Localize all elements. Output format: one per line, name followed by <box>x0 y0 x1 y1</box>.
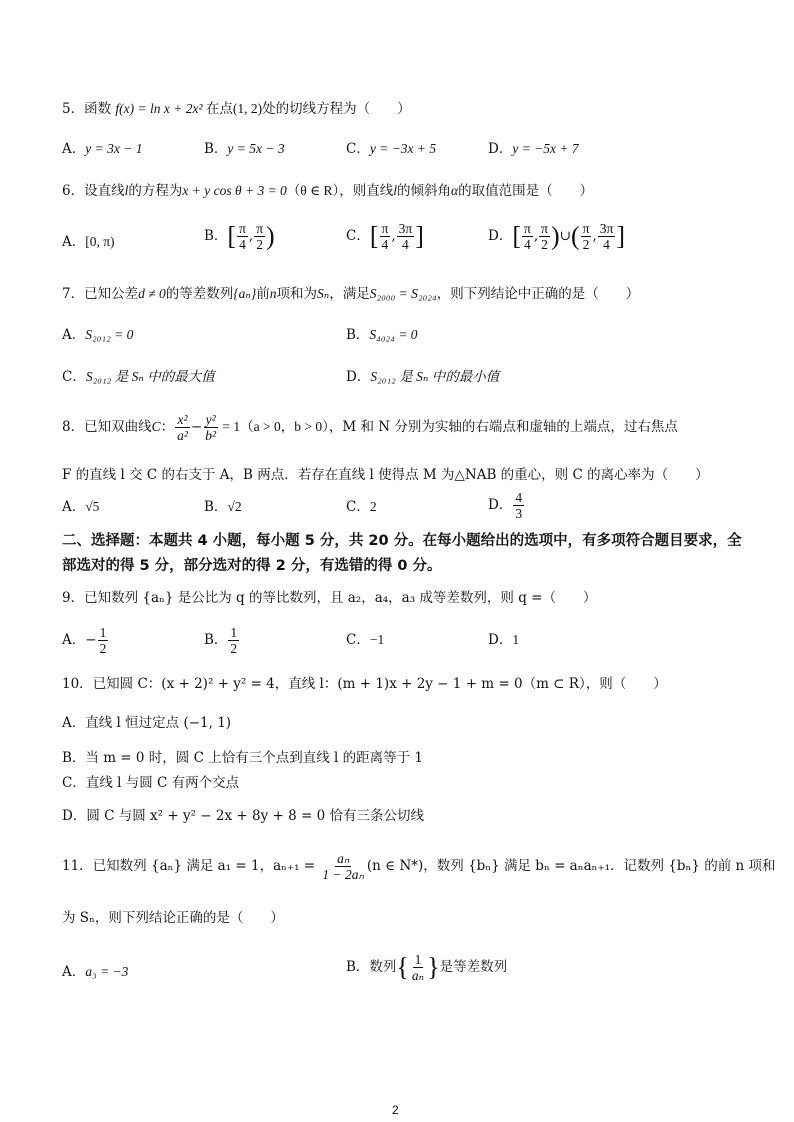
q7-option-b: B．S₄₀₂₄ = 0 <box>346 327 418 343</box>
q6-option-a: A．[0, π) <box>62 234 115 250</box>
q6-option-b: B．[ $\frac{\pi}{4}$ , $\frac{\pi}{2}$ ) <box>204 221 275 252</box>
q7-option-a: A．S₂₀₁₂ = 0 <box>62 327 134 343</box>
q5-option-c: C．y = −3x + 5 <box>346 141 437 157</box>
q7-stem: 7．已知公差d ≠ 0的等差数列{aₙ}前n项和为Sₙ，满足S₂₀₀₀ = S₂₀₂₄，则下列结论中正确的是（ ） <box>62 286 640 302</box>
q8-stem: 8．已知双曲线C： $\frac{\text{x²}}{\text{a²}}$ − $\frac{\text{y²}}{\text{b²}}$ = 1（a > 0，b > 0），M 和 N 分别为实轴的右端点和虚轴的上端点，过右焦点 <box>62 412 678 443</box>
q6-option-d: D．[ $\frac{\pi}{4}$ , $\frac{\pi}{2}$ )∪( $\frac{\pi}{2}$ , $\frac{3\pi}{4}$ ] <box>488 221 625 252</box>
q8-option-a: A．√5 <box>62 499 100 515</box>
q7-option-d: D．S₂₀₁₂ 是 Sₙ 中的最小值 <box>346 369 500 385</box>
q9-option-d: D．1 <box>488 632 520 648</box>
page-number: 2 <box>392 1103 399 1117</box>
q10-option-b: B．当 m = 0 时，圆 C 上恰有三个点到直线 l 的距离等于 1 <box>62 750 423 766</box>
q11-option-b: B．数列{ $\frac{1}{\text{aₙ}}$ }是等差数列 <box>346 952 508 983</box>
q8-option-c: C．2 <box>346 499 377 515</box>
q8-stem-line2: F 的直线 l 交 C 的右支于 A，B 两点．若存在直线 l 使得点 M 为△NAB 的重心，则 C 的离心率为（ ） <box>62 467 709 483</box>
q5-stem: 5．函数 f(x) = ln x + 2x² 在点(1, 2)处的切线方程为（ ） <box>62 101 411 117</box>
q11-option-a: A．a₃ = −3 <box>62 964 129 980</box>
q10-option-c: C．直线 l 与圆 C 有两个交点 <box>62 775 240 791</box>
q6-option-c: C．[ $\frac{\pi}{4}$ , $\frac{3\pi}{4}$ ] <box>346 221 424 252</box>
q6-stem: 6．设直线l的方程为x + y cos θ + 3 = 0（θ ∈ R），则直线l的倾斜角α的取值范围是（ ） <box>62 183 594 199</box>
q11-stem-line2: 为 Sₙ，则下列结论正确的是（ ） <box>62 910 284 926</box>
q5-option-a: A．y = 3x − 1 <box>62 141 143 157</box>
q5-option-b: B．y = 5x − 3 <box>204 141 285 157</box>
q10-stem: 10．已知圆 C：(x + 2)² + y² = 4，直线 l：(m + 1)x + 2y − 1 + m = 0（m ⊂ R），则（ ） <box>62 676 667 692</box>
q8-option-b: B．√2 <box>204 499 242 515</box>
q9-option-a: A．− $\frac{1}{2}$ <box>62 625 107 656</box>
q8-option-d: D． $\frac{4}{3}$ <box>488 490 523 521</box>
q10-option-a: A．直线 l 恒过定点 (−1, 1) <box>62 715 232 731</box>
q9-option-c: C．−1 <box>346 632 385 648</box>
q10-option-d: D．圆 C 与圆 x² + y² − 2x + 8y + 8 = 0 恰有三条公切线 <box>62 808 424 824</box>
q11-stem: 11．已知数列 {aₙ} 满足 a₁ = 1，aₙ₊₁ = $\frac{\text{aₙ}}{\text{1 − 2aₙ}}$ (n ∈ N*)，数列 {bₙ} 满足 bₙ = aₙaₙ₊₁．记数列 {bₙ} 的前 n 项和 <box>62 851 776 882</box>
q7-option-c: C．S₂₀₁₂ 是 Sₙ 中的最大值 <box>62 369 215 385</box>
q9-option-b: B． $\frac{1}{2}$ <box>204 625 238 656</box>
q9-stem: 9．已知数列 {aₙ} 是公比为 q 的等比数列，且 a₂，a₄，a₃ 成等差数列，则 q =（ ） <box>62 590 597 606</box>
section-2-heading: 二、选择题：本题共 4 小题，每小题 5 分，共 20 分。在每小题给出的选项中，有多项符合题目要求，全部选对的得 5 分，部分选对的得 2 分，有选错的得 0 分。 <box>62 533 742 574</box>
q5-option-d: D．y = −5x + 7 <box>488 141 579 157</box>
